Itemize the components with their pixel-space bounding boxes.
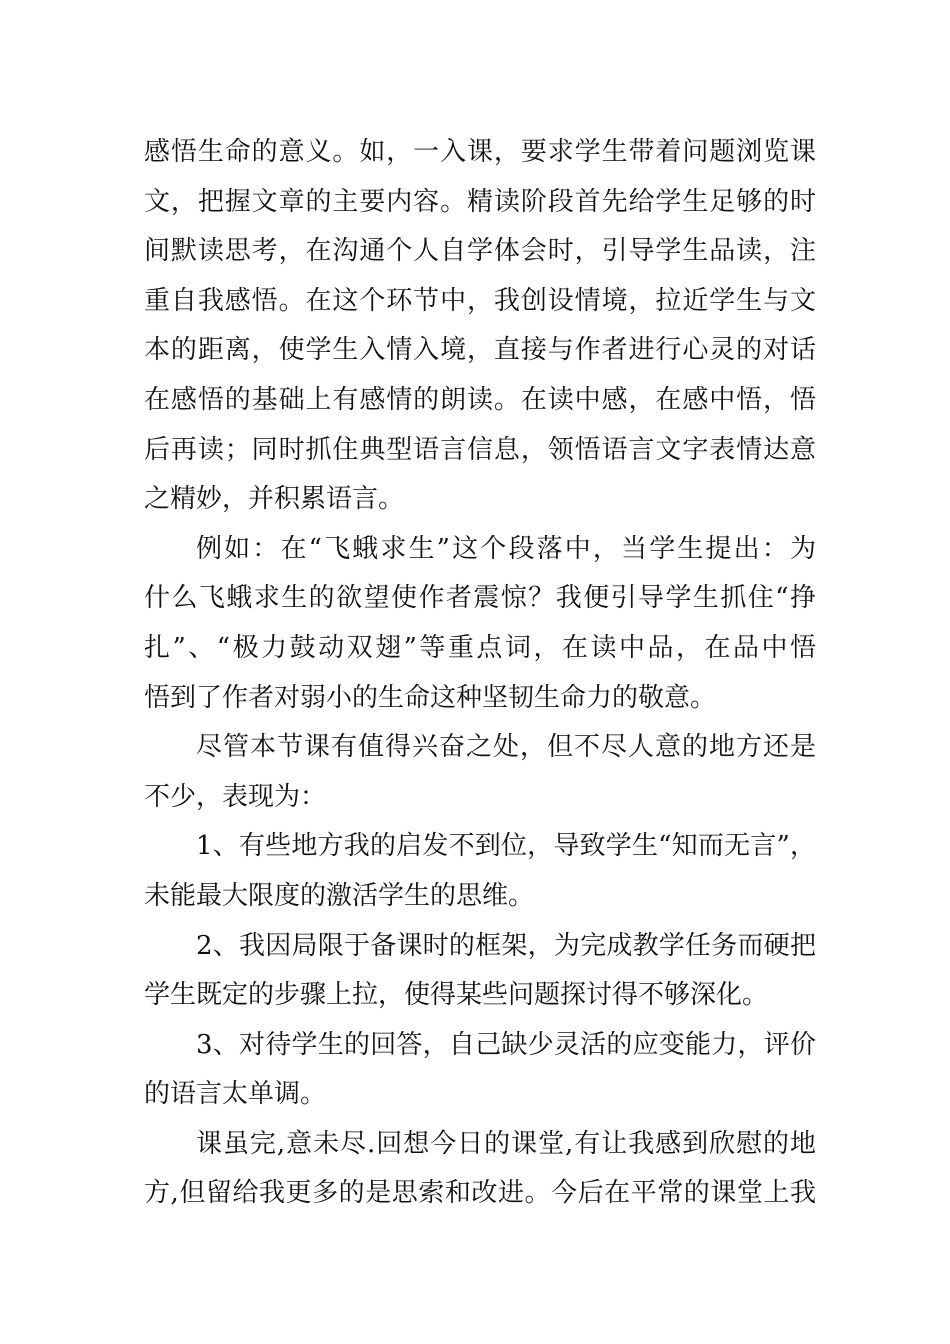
text-line: 未能最大限度的激活学生的思维。 <box>144 880 535 911</box>
text-line: 重自我感悟。在这个环节中，我创设情境，拉近学生与文 <box>144 285 816 316</box>
text-line: 1、有些地方我的启发不到位，导致学生“知而无言”， <box>196 831 816 862</box>
body-text <box>144 128 816 1219</box>
text-line: 在感悟的基础上有感情的朗读。在读中感，在感中悟，悟 <box>144 384 816 415</box>
text-line: 不少，表现为： <box>144 781 327 812</box>
text-line: 间默读思考，在沟通个人自学体会时，引导学生品读，注 <box>144 236 816 267</box>
text-line: 什么飞蛾求生的欲望使作者震惊？我便引导学生抓住“挣 <box>144 583 816 614</box>
text-line: 感悟生命的意义。如，一入课，要求学生带着问题浏览课 <box>144 137 816 167</box>
text-line: 学生既定的步骤上拉，使得某些问题探讨得不够深化。 <box>144 980 769 1011</box>
text-line: 例如：在“飞蛾求生”这个段落中，当学生提出：为 <box>196 533 816 564</box>
text-line: 之精妙，并积累语言。 <box>144 484 405 515</box>
text-line: 的语言太单调。 <box>144 1079 327 1110</box>
text-line: 本的距离，使学生入情入境，直接与作者进行心灵的对话 <box>144 335 816 366</box>
text-line: 方,但留给我更多的是思索和改进。今后在平常的课堂上我 <box>144 1178 816 1209</box>
text-line: 尽管本节课有值得兴奋之处，但不尽人意的地方还是 <box>196 732 816 763</box>
text-line: 后再读；同时抓住典型语言信息，领悟语言文字表情达意 <box>144 434 816 465</box>
text-line: 3、对待学生的回答，自己缺少灵活的应变能力，评价 <box>196 1029 816 1060</box>
text-line: 文，把握文章的主要内容。精读阶段首先给学生足够的时 <box>144 186 816 217</box>
text-line: 2、我因局限于备课时的框架，为完成教学任务而硬把 <box>196 930 816 961</box>
text-line: 悟到了作者对弱小的生命这种坚韧生命力的敬意。 <box>144 682 717 713</box>
text-line: 扎”、“极力鼓动双翅”等重点词，在读中品，在品中悟 <box>144 632 816 663</box>
text-line: 课虽完,意未尽.回想今日的课堂,有让我感到欣慰的地 <box>196 1128 816 1159</box>
